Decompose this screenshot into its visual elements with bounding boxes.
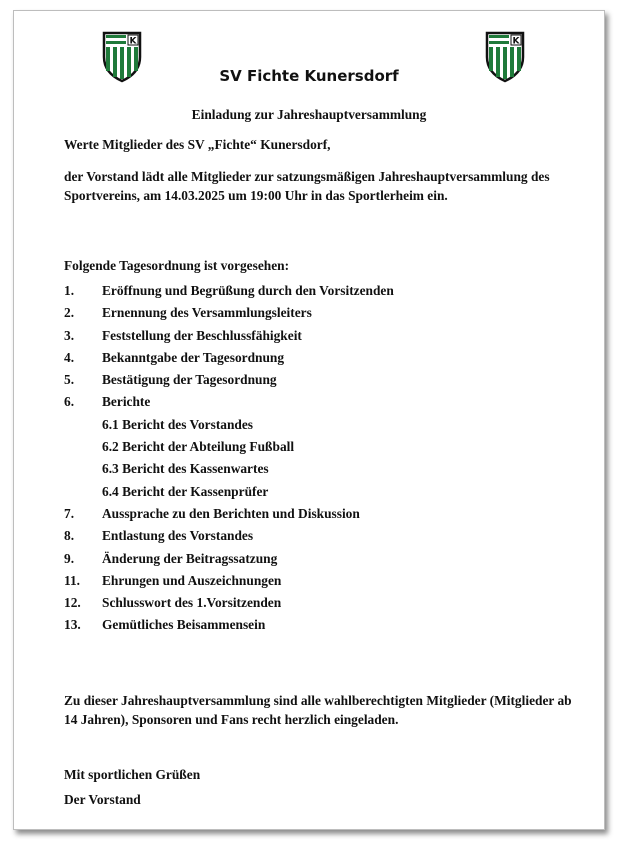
agenda-item-label: 6.2 Bericht der Abteilung Fußball	[102, 439, 295, 455]
agenda-item-label: Eröffnung und Begrüßung durch den Vorsitzenden	[102, 283, 394, 298]
agenda-item-label: Entlastung des Vorstandes	[102, 528, 254, 544]
agenda-item-number: 4.	[64, 349, 75, 365]
intro-paragraph: der Vorstand lädt alle Mitglieder zur satzungsmäßigen Jahreshauptversammlung des Sportvereins, am 14.03.2025 um 19:00 Uhr in das Sportlerheim ein.	[64, 169, 550, 203]
agenda-item-number: 13.	[64, 617, 81, 633]
document-subtitle: Einladung zur Jahreshauptversammlung	[191, 107, 427, 122]
agenda-item-label: Bekanntgabe der Tagesordnung	[102, 349, 285, 365]
agenda-item-number: 8.	[64, 528, 75, 544]
agenda-item-number: 11.	[64, 572, 80, 588]
crest-letter: K	[512, 36, 520, 47]
agenda-heading: Folgende Tagesordnung ist vorgesehen:	[64, 258, 290, 273]
agenda-item-label: Änderung der Beitragssatzung	[102, 550, 278, 566]
agenda-item-label: Feststellung der Beschlussfähigkeit	[102, 327, 302, 343]
agenda-item-label: Bestätigung der Tagesordnung	[102, 372, 277, 388]
agenda-item-number: 6.	[64, 394, 75, 410]
agenda-item-number: 2.	[64, 305, 75, 321]
agenda-item-label: 6.1 Bericht des Vorstandes	[102, 416, 254, 432]
agenda-item-label: Schlusswort des 1.Vorsitzenden	[102, 595, 282, 611]
agenda-item-number: 1.	[64, 283, 75, 298]
agenda-item-number: 3.	[64, 327, 75, 343]
agenda-item-label: Berichte	[102, 394, 151, 410]
agenda-item-label: 6.3 Bericht des Kassenwartes	[102, 461, 269, 477]
greeting: Mit sportlichen Grüßen	[64, 767, 201, 782]
crest-letter: K	[129, 36, 137, 47]
agenda-item-label: Ehrungen und Auszeichnungen	[102, 572, 282, 588]
signature: Der Vorstand	[64, 792, 141, 807]
agenda-item-number: 12.	[64, 595, 81, 611]
club-title: SV Fichte Kunersdorf	[219, 67, 399, 85]
agenda-item-number: 9.	[64, 550, 75, 566]
agenda-item-number: 7.	[64, 505, 75, 521]
agenda-item-number: 5.	[64, 372, 75, 388]
agenda-item-label: Aussprache zu den Berichten und Diskussion	[102, 505, 360, 521]
agenda-item-label: Ernennung des Versammlungsleiters	[102, 305, 312, 321]
document-page	[13, 10, 605, 830]
closing-paragraph: Zu dieser Jahreshauptversammlung sind alle wahlberechtigten Mitglieder (Mitglieder ab 14 Jahren), Sponsoren und Fans recht herzlich eingeladen.	[64, 693, 572, 727]
agenda-item-label: 6.4 Bericht der Kassenprüfer	[102, 483, 269, 499]
agenda-item-label: Gemütliches Beisammensein	[102, 617, 266, 633]
salutation: Werte Mitglieder des SV „Fichte“ Kunersdorf,	[64, 137, 331, 152]
